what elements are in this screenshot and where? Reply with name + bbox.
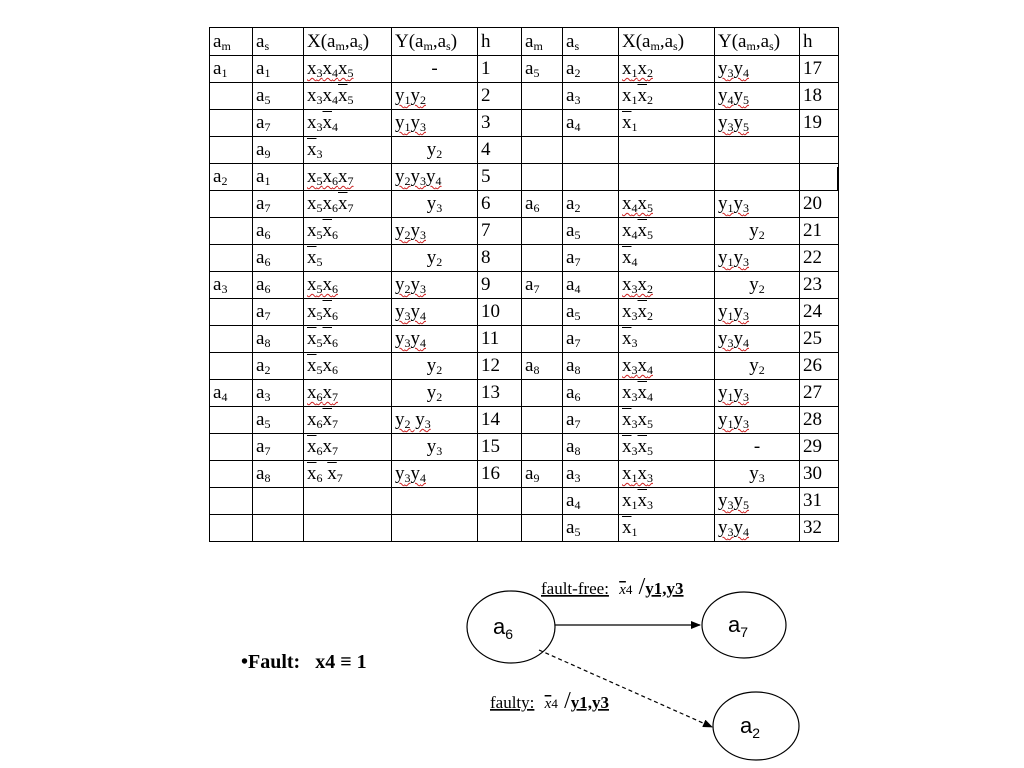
table-cell: $y_3y_4$ [715,56,800,83]
table-cell: $a_4$ [563,110,619,137]
table-cell: $y_2$ [392,245,478,272]
table-cell: $a_5$ [563,218,619,245]
table-cell: $y_2y_3y_4$ [392,164,478,191]
table-cell: $a_6$ [563,380,619,407]
table-cell: $\overline{x}_5x_6$ [304,353,392,380]
table-cell: $x_3\overline{x}_4$ [304,110,392,137]
table-cell: 24 [800,299,839,326]
table-cell: $a_8$ [563,434,619,461]
table-cell: 6 [478,191,522,218]
table-cell: $a_2$ [210,164,253,191]
table-cell: $a_3$ [563,83,619,110]
table-cell: $x_1x_2$ [619,56,715,83]
table-cell: 11 [478,326,522,353]
column-header: $a_s$ [563,28,619,56]
table-cell: $y_3y_5$ [715,488,800,515]
table-cell: 9 [478,272,522,299]
table-cell: $a_1$ [253,56,304,83]
table-cell: - [715,434,800,461]
fault-free-edge-label: fault-free: x4 /y1,y3 [541,574,684,600]
table-cell: 10 [478,299,522,326]
table-cell: $a_7$ [253,110,304,137]
table-cell: $x_1x_3$ [619,461,715,488]
table-cell: $\overline{x}_3$ [619,326,715,353]
fault-note: •Fault: x4 ≡ 1 [241,651,367,673]
table-cell: - [392,56,478,83]
table-cell: $a_5$ [253,407,304,434]
column-header: $X(a_m,a_s)$ [619,28,715,56]
table-cell: $a_1$ [210,56,253,83]
table-cell: 15 [478,434,522,461]
table-cell: $a_6$ [253,218,304,245]
table-cell: $a_3$ [210,272,253,299]
table-cell: $x_5x_6\overline{x}_7$ [304,191,392,218]
table-cell: $y_3y_4$ [392,461,478,488]
table-cell: $a_2$ [563,56,619,83]
table-cell: $\overline{x}_1$ [619,110,715,137]
table-cell: $y_2$ $y_3$ [392,407,478,434]
table-cell: $y_3$ [392,191,478,218]
table-cell: $a_9$ [253,137,304,164]
table-cell: $y_1y_3$ [715,407,800,434]
table-cell: $y_3y_4$ [392,326,478,353]
table-cell: 18 [800,83,839,110]
table-cell: 3 [478,110,522,137]
table-cell: $a_8$ [563,353,619,380]
table-cell: $a_8$ [253,326,304,353]
table-cell: $y_1y_3$ [715,191,800,218]
table-cell: $y_4y_5$ [715,83,800,110]
table-cell: $a_3$ [253,380,304,407]
table-cell: $a_5$ [253,83,304,110]
table-cell: $a_9$ [522,461,563,488]
table-cell: 22 [800,245,839,272]
table-cell: 14 [478,407,522,434]
table-cell: $y_2y_3$ [392,218,478,245]
table-cell: $x_3x_2$ [619,272,715,299]
table-cell: $y_2$ [392,353,478,380]
table-cell: $x_5\overline{x}_6$ [304,218,392,245]
state-node-a6-label: $a_6$ [492,614,514,642]
table-cell: 32 [800,515,839,542]
table-cell: 19 [800,110,839,137]
table-cell: 26 [800,353,839,380]
table-cell: $x_5x_6$ [304,272,392,299]
table-cell: 23 [800,272,839,299]
table-cell: $\overline{x}_5\overline{x}_6$ [304,326,392,353]
state-node-a2-label: $a_2$ [739,713,761,741]
table-cell: $y_2$ [392,380,478,407]
table-cell: 31 [800,488,839,515]
column-header: $X(a_m,a_s)$ [304,28,392,56]
table-cell: 30 [800,461,839,488]
table-cell: $y_3$ [715,461,800,488]
column-header: h [478,28,522,56]
table-cell: $\overline{x}_5$ [304,245,392,272]
table-cell: 27 [800,380,839,407]
table-cell: 21 [800,218,839,245]
table-cell: $y_3y_5$ [715,110,800,137]
table-cell: $y_2$ [715,218,800,245]
table-cell: 5 [478,164,522,191]
table-cell: $a_5$ [563,515,619,542]
table-cell: $x_3x_4$ [619,353,715,380]
table-cell: $y_2$ [715,353,800,380]
table-cell: 28 [800,407,839,434]
table-cell: 16 [478,461,522,488]
table-cell: $y_3y_4$ [392,299,478,326]
table-cell: $\overline{x}_6x_7$ [304,434,392,461]
table-cell: $a_4$ [563,272,619,299]
table-cell: $x_3x_4x_5$ [304,56,392,83]
table-cell: $x_4x_5$ [619,191,715,218]
column-header: $a_m$ [522,28,563,56]
column-header: $Y(a_m,a_s)$ [715,28,800,56]
table-cell: $x_3\overline{x}_4$ [619,380,715,407]
table-cell: $\overline{x}_3\overline{x}_5$ [619,434,715,461]
state-node-a7-label: $a_7$ [727,612,749,640]
table-cell: $a_7$ [563,326,619,353]
table-cell: $y_1y_3$ [715,245,800,272]
table-cell: 7 [478,218,522,245]
table-cell: $x_6x_7$ [304,380,392,407]
table-cell: $a_7$ [253,434,304,461]
table-cell: $x_4\overline{x}_5$ [619,218,715,245]
table-cell: $x_3x_4\overline{x}_5$ [304,83,392,110]
table-cell: $a_7$ [522,272,563,299]
table-cell: $x_5\overline{x}_6$ [304,299,392,326]
table-cell: $a_5$ [522,56,563,83]
table-cell: 13 [478,380,522,407]
table-cell: $a_7$ [563,407,619,434]
table-cell: $a_3$ [563,461,619,488]
table-cell: $x_1\overline{x}_2$ [619,83,715,110]
table-cell: $y_1y_3$ [715,380,800,407]
table-cell: 12 [478,353,522,380]
table-cell: $\overline{x}_3x_5$ [619,407,715,434]
table-cell: $a_1$ [253,164,304,191]
table-cell: $y_2y_3$ [392,272,478,299]
table-cell: $y_1y_3$ [715,299,800,326]
table-cell: $x_5x_6x_7$ [304,164,392,191]
table-cell: $x_6\overline{x}_7$ [304,407,392,434]
table-cell: $a_6$ [253,245,304,272]
table-cell: $y_1y_3$ [392,110,478,137]
table-cell: $a_4$ [210,380,253,407]
column-header: $a_m$ [210,28,253,56]
table-cell: 20 [800,191,839,218]
table-cell: $a_6$ [522,191,563,218]
table-cell: $a_7$ [253,191,304,218]
table-cell: $\overline{x}_1$ [619,515,715,542]
table-cell: 25 [800,326,839,353]
table-cell: $a_5$ [563,299,619,326]
table-cell: $a_6$ [253,272,304,299]
table-cell: $y_3y_4$ [715,326,800,353]
table-cell: 29 [800,434,839,461]
column-header: h [800,28,839,56]
table-cell: $y_1y_2$ [392,83,478,110]
table-cell: $y_3y_4$ [715,515,800,542]
column-header: $a_s$ [253,28,304,56]
table-cell: $x_1\overline{x}_3$ [619,488,715,515]
table-cell: $y_2$ [715,272,800,299]
table-cell: $\overline{x}_6$ $\overline{x}_7$ [304,461,392,488]
table-cell: 4 [478,137,522,164]
table-cell: 17 [800,56,839,83]
table-cell: 8 [478,245,522,272]
table-cell: $y_2$ [392,137,478,164]
column-header: $Y(a_m,a_s)$ [392,28,478,56]
table-cell: 2 [478,83,522,110]
table-cell: $a_8$ [522,353,563,380]
table-cell: 1 [478,56,522,83]
table-cell: $\overline{x}_3$ [304,137,392,164]
table-cell: $a_2$ [253,353,304,380]
table-cell: $a_7$ [563,245,619,272]
table-cell: $y_3$ [392,434,478,461]
faulty-edge-label: faulty: x4 /y1,y3 [490,688,609,714]
table-cell: $\overline{x}_4$ [619,245,715,272]
table-cell: $a_4$ [563,488,619,515]
table-cell: $x_3\overline{x}_2$ [619,299,715,326]
table-cell: $a_7$ [253,299,304,326]
table-cell: $a_8$ [253,461,304,488]
table-cell: $a_2$ [563,191,619,218]
